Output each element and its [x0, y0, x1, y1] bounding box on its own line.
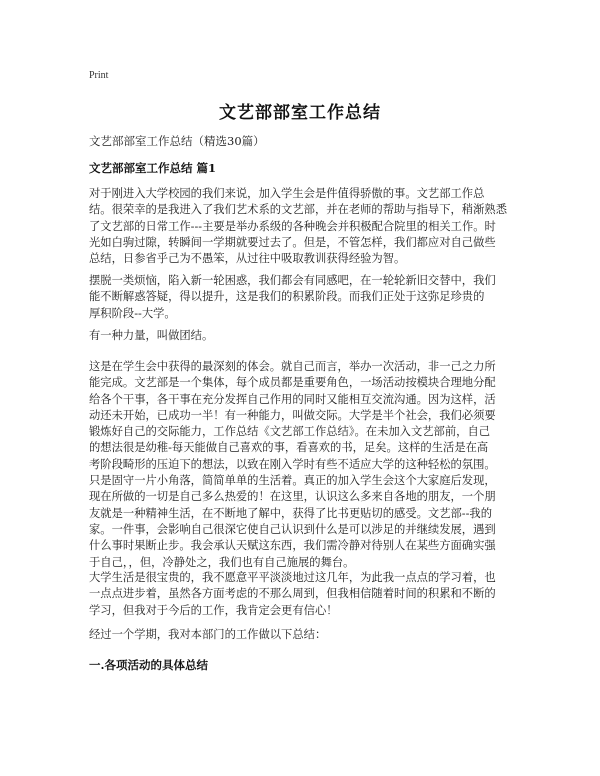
paragraph-4 — [89, 359, 511, 571]
paragraph-line: 对于刚进入大学校园的我们来说，加入学生会是件值得骄傲的事。文艺部工作总 — [89, 187, 485, 200]
paragraph-5 — [89, 570, 511, 619]
paragraph-line: 厚积阶段--大学。 — [89, 306, 176, 320]
paragraph-line: 总结，日参省乎己为不愚笨，从过往中吸取教训获得经验为智。 — [89, 252, 406, 266]
paragraph-line: 结。很荣幸的是我进入了我们艺术系的文艺部，并在老师的帮助与指导下，稍渐熟悉 — [89, 203, 507, 217]
document-title: 文艺部部室工作总结 — [219, 103, 381, 123]
paragraph-line: 能不断解惑答疑，得以提升，这是我们的积累阶段。而我们正处于这弥足珍贵的 — [89, 290, 485, 304]
paragraph-line: 能完成。文艺部是一个集体，每个成员都是重要角色，一场活动按模块合理地分配 — [89, 376, 496, 390]
paragraph-line: 现在所做的一切是自己多么热爱的！在这里，认识这么多来自各地的朋友，一个朋 — [89, 490, 496, 504]
paragraph-line: 一点点进步着，虽然各方面考虑的不那么周到，但我相信随着时间的积累和不断的 — [89, 587, 496, 601]
paragraph-line: 大学生活是很宝贵的，我不愿意平平淡淡地过这几年，为此我一点点的学习着，也 — [89, 571, 496, 584]
paragraph-2 — [89, 273, 511, 322]
document-subtitle: 文艺部部室工作总结（精选30篇） — [89, 134, 265, 148]
paragraph-line: 只是固守一片小角落，简简单单的生活着。真正的加入学生会这个大家庭后发现， — [89, 474, 496, 488]
paragraph-line: 学习，但我对于今后的工作，我肯定会更有信心！ — [89, 603, 338, 617]
paragraph-line: 有一种力量，叫做团结。 — [89, 329, 214, 342]
paragraph-line: 什么事时果断止步。我会承认天赋这东西，我们需冷静对待别人在某些方面确实强 — [89, 539, 496, 553]
section-heading-1: 文艺部部室工作总结 篇1 — [89, 161, 217, 175]
paragraph-line: 经过一个学期，我对本部门的工作做以下总结： — [89, 628, 327, 641]
paragraph-line: 给各个干事，各干事在充分发挥自己作用的同时又能相互交流沟通。因为这样，活 — [89, 392, 496, 406]
paragraph-line: 于自己，，但，冷静处之，我们也有自己施展的舞台。 — [89, 555, 355, 569]
paragraph-3 — [89, 328, 511, 344]
paragraph-line: 了文艺部的日常工作---主要是举办系级的各种晚会并积极配合院里的相关工作。时 — [89, 219, 496, 233]
paragraph-line: 的想法很是幼稚-每天能做自己喜欢的事，看喜欢的书，足矣。这样的生活是在高 — [89, 441, 489, 455]
paragraph-line: 光如白驹过隙，转瞬间一学期就要过去了。但是，不管怎样，我们都应对自己做些 — [89, 235, 496, 249]
paragraph-6 — [89, 627, 511, 643]
paragraph-line: 摆脱一类烦恼，陷入新一轮困惑，我们都会有同感吧，在一轮轮新旧交替中，我们 — [89, 274, 496, 287]
section-heading-2: 一.各项活动的具体总结 — [89, 658, 209, 672]
paragraph-line: 这是在学生会中获得的最深刻的体会。就自己而言，举办一次活动，非一己之力所 — [89, 360, 496, 373]
print-label: Print — [89, 70, 109, 81]
paragraph-line: 考阶段畸形的压迫下的想法，以致在刚入学时有些不适应大学的这种轻松的氛围。 — [89, 457, 496, 471]
paragraph-1 — [89, 186, 511, 267]
paragraph-line: 家。一件事，会影响自己很深它使自己认识到什么是可以涉足的并继续发展，遇到 — [89, 522, 496, 536]
paragraph-line: 锻炼好自己的交际能力，工作总结《文艺部工作总结》。在未加入文艺部前，自己 — [89, 425, 491, 439]
paragraph-line: 友就是一种精神生活，在不断地了解中，获得了比书更贴切的感受。文艺部--我的 — [89, 506, 493, 520]
paragraph-line: 动还未开始，已成功一半！有一种能力，叫做交际。大学是半个社会，我们必须要 — [89, 408, 496, 422]
